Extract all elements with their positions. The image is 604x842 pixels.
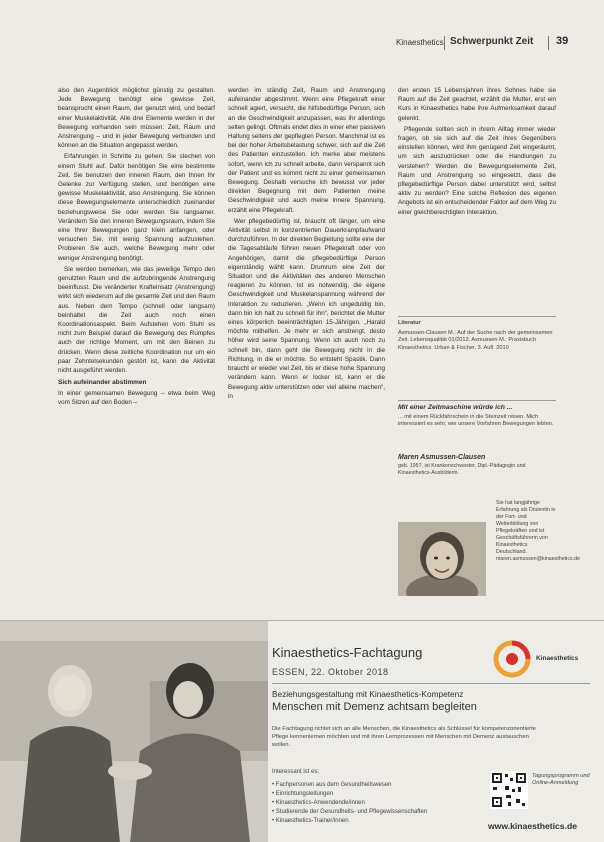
- divider: [398, 400, 556, 401]
- page-number: 39: [556, 35, 569, 47]
- header-divider: [548, 36, 549, 50]
- ad-audience-list: [272, 781, 427, 826]
- ad-headline: Menschen mit Demenz achtsam begleiten: [272, 701, 477, 713]
- author-photo: [398, 522, 486, 596]
- time-machine-box: [398, 400, 556, 429]
- paragraph: Wer pflegebedürftig ist, braucht oft länger, um eine Aktivität selbst in konzentrierten Dauerkrampfaufwand durchzuführen. In der direkten Begleitung sollte eine der die Tagesabläufe führen neuen Pflegekraft oder von Angehörigen, damit die pflegebedürftige Person eigenständig wählt kann. Drumrum eine Zeit der Situation und die Aktivitäten des anderen Menschen reagieren zu können. Ist es notwendig, die eigene Geschwindigkeit und Muskelanspannung während der Interaktion zu reduzieren. „Wenn ich ungeduldig bin, dann bin ich halt zu schnell für ihn“, berichtet die Mutter eines körperlich beeinträchtigten 15-Jährigen. „Harald möchte mithelfen. Je mehr er sich anstrengt, desto höher wird seine Spannung. Wenn ich auch noch zu schnell bin, dann geht die Bewegung nicht in die Richtung, in die er möchte. So entsteht Spastik. Dann braucht er wieder viel Zeit, bis er diese hohe Spannung verändern kann. Wenn er locker ist, kann er die Bewegung aktiv unterstützen oder viel alleine machen“, in: [228, 217, 385, 400]
- ad-date: ESSEN, 22. Oktober 2018: [272, 667, 389, 677]
- paragraph: Erfahrungen in Schritte zu gehen: Sie stechen von einem Stuhl auf. Dafür benötigen Sie eine bestimmte Zeit. Sie benutzen den inneren Raum, den Ihnen Ihr Gelenke zur Verfügung stellen, und benötigen eine gewisse Muskelaktivität, also Anstrengung. Sie können diese Bewegungselemente unterschiedlich zueinander beziehungsweise Sie oder werden Sie langsamer. Verändern Sie den inneren Bewegungsraum, indem Sie eine Ihrer Bewegungen ganz klein anfangen, oder versuchen Sie, mit wenig Spannung aufzustehen. Probieren Sie auch, welche Bewegung mehr oder weniger Anstrengung benötigt.: [58, 153, 215, 262]
- references: [398, 316, 556, 352]
- author-bio-top: geb. 1957, ist Krankenschwester, Dipl.-Pädagogin und Kinaesthetics-Ausbilderin.: [398, 463, 526, 476]
- website-link[interactable]: www.kinaesthetics.de: [488, 821, 577, 831]
- article-column-3: [398, 86, 556, 316]
- paragraph: In einer gemeinsamen Bewegung – etwa beim Weg vom Sitzen auf den Boden –: [58, 389, 215, 406]
- box-text: ... mit einem Rückfahrschein in die Steinzeit reisen. Mich interessiert es sehr, wie unsere Vorfahren Bewegungen lebten.: [398, 414, 554, 428]
- header-divider: [444, 36, 445, 50]
- paragraph: Sie werden bemerken, wie das jeweilige Tempo den genutzten Raum und die aufzubringende Anstrengung beeinflusst. Die veränderter Krafteinsatz (Anstrengung) wirkt sich wiederum auf die gesamte Zeit und den Raum aus. Neben dem Tempo (schnell oder langsam) beinhaltet die Zeit auch noch einen Koordinationsaspekt. Beim Aufstehen vom Stuhl es nicht zum Beispiel darauf die Bewegung des Rumpfes auch der richtige Moment, um mit den Beinen zu drücken. Wenn diese zeitliche Koordination nur um ein paar Zehntelsekunden gestört ist, kann die Aktivität nicht ausgeführt werden.: [58, 265, 215, 375]
- qr-caption: Tagungsprogramm und Online-Anmeldung: [532, 773, 590, 786]
- qr-code-icon[interactable]: [490, 771, 528, 809]
- list-item: • Einrichtungsleitungen: [272, 790, 427, 799]
- conference-advertisement: [0, 620, 604, 842]
- ad-audience-label: Interessant ist es:: [272, 769, 320, 775]
- divider: [398, 316, 556, 317]
- divider: [272, 683, 590, 684]
- paragraph: werden im ständig Zeit, Raum und Anstrengung aufeinander abgestimmt. Wenn eine Pflegekraft einer schnell agiert, versucht, die hilfsbedürftige Person, sich an die Geschwindigkeit anzupassen, was ihr allerdings selten gelingt. Oftmals endet dies in einer eher passiven Haltung seitens der gepflegten Person. Manchmal ist es bei der hoher Arbeitsbelastung schwer, sich auf die Zeit des Patienten einzustellen. Ich merke aber meistens sofort, wenn ich zu schnell arbeite, dann verspannt sich der Patient und es kommt nicht zu einer gemeinsamen Bewegung. Deshalb versuche ich bewusst vor jeder direkten Begegnung mit dem Patienten meine Geschwindigkeit und auch meine innere Spannung, erzählt eine Pflegekraft.: [228, 87, 385, 214]
- paragraph: also den Augenblick möglichst günstig zu gestalten. Jede Bewegung benötigt eine gewisse Zeit, beansprucht einen Raum, der genutzt wird, und bedarf einer Muskelaktivität. Alle drei Elemente werden in der Bewegung vorhanden sein müssen: Zeit, Raum und Anstrengung – und in jeder Bewegung verbunden und können an die Situation angepasst werden.: [58, 87, 215, 150]
- list-item: • Studierende der Gesundheits- und Pflegewissenschaften: [272, 808, 427, 817]
- brand-name: Kinaesthetics: [536, 655, 579, 662]
- kinaesthetics-logo: [490, 639, 590, 679]
- article-column-2: [228, 86, 385, 596]
- author-name: Maren Asmussen-Clausen: [398, 454, 486, 461]
- ad-title: Kinaesthetics-Fachtagung: [272, 645, 423, 660]
- box-title: Mit einer Zeitmaschine würde ich ...: [398, 404, 513, 411]
- subheading: Sich aufeinander abstimmen: [58, 379, 147, 387]
- ad-subtitle: Beziehungsgestaltung mit Kinaesthetics-Kompetenz: [272, 689, 464, 699]
- ad-body: Die Fachtagung richtet sich an alle Menschen, die Kinaesthetics als Schlüssel für kompetenzorientierte Pflege kennenlernen möchten und mit ihren Lernprozessen mit Menschen mit Demenz austauschen wollen.: [272, 726, 536, 748]
- header-section: Kinaesthetics: [396, 38, 444, 47]
- author-bio: Sie hat langjährige Erfahrung als Dozentin in der Fort- und Weiterbildung von Pflegekräften und ist Geschäftsführerin von Kinaesthetics Deutschland. maren.asmussen@kinaesthetics.de: [496, 500, 580, 562]
- references-text: Asmussen-Clausen M.: Auf der Suche nach der gemeinsamen Zeit. Lebensqualität 01/2012. Asmussen M.: Praxisbuch Kinaesthetics. Urban & Fischer, 3. Aufl. 2010: [398, 329, 553, 351]
- list-item: • Kinaesthetics-Trainer/innen: [272, 817, 427, 826]
- paragraph: Pflegende sollten sich in ihrem Alltag immer wieder fragen, ob sie sich auf die Zeit ihres Gegenübers einstellen können, wird ihm genügend Zeit eingeräumt, um sich auszudrücken oder die Handlungen zu verstehen? Werden die Bewegungselemente Zeit, Raum und Anstrengung so eingesetzt, dass die pflegebedürftige Person dabei unterstützt wird, selbst aktiv zu werden? Eine solche Reflexion des eigenen Angebots ist ein entscheidender Faktor auf dem Weg zu einer gleichberechtigten Interaktion.: [398, 125, 556, 216]
- article-column-1: [58, 86, 215, 596]
- header-topic: Schwerpunkt Zeit: [450, 36, 534, 47]
- list-item: • Kinaesthetics-Anwendende/innen: [272, 799, 427, 808]
- references-title: Literatur: [398, 320, 421, 326]
- list-item: • Fachpersonen aus dem Gesundheitswesen: [272, 781, 427, 790]
- running-header: [396, 34, 586, 52]
- ad-photo: [0, 621, 268, 842]
- paragraph: den ersten 15 Lebensjahren ihres Sohnes habe sie Raum auf die Zeit geachtet, erzählt die Mutter, erst ein Kurs in Kinaesthetics habe ihre Aufmerksamkeit darauf gelenkt.: [398, 87, 556, 122]
